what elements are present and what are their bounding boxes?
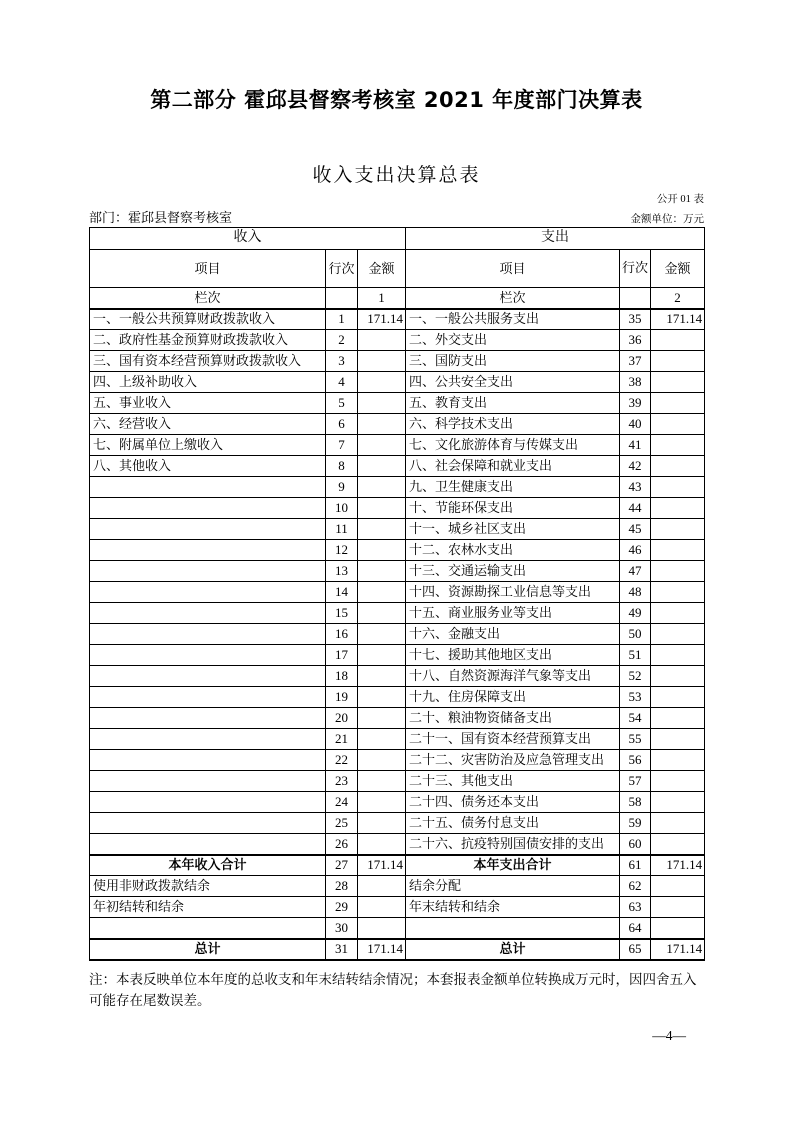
expenditure-amount-cell (651, 351, 705, 372)
expenditure-amount-cell (651, 393, 705, 414)
expenditure-item-cell: 结余分配 (406, 876, 620, 897)
expenditure-amount-cell (651, 771, 705, 792)
income-amount-cell (358, 351, 406, 372)
expenditure-index-line-blank (620, 288, 651, 309)
expenditure-amount-cell (651, 918, 705, 939)
column-index-row (90, 288, 705, 309)
income-amount-cell (358, 582, 406, 603)
expenditure-item-cell: 一、一般公共服务支出 (406, 309, 620, 330)
expenditure-item-cell: 二十四、债务还本支出 (406, 792, 620, 813)
income-line-cell: 31 (326, 939, 358, 960)
income-amount-cell (358, 897, 406, 918)
income-index-line-blank (326, 288, 358, 309)
income-line-cell: 3 (326, 351, 358, 372)
income-amount-cell (358, 750, 406, 771)
income-index-label: 栏次 (90, 288, 326, 309)
expenditure-amount-cell (651, 876, 705, 897)
expenditure-line-cell: 37 (620, 351, 651, 372)
expenditure-item-cell: 二十六、抗疫特别国债安排的支出 (406, 834, 620, 855)
income-line-cell: 12 (326, 540, 358, 561)
table-row (90, 624, 705, 645)
expenditure-amount-header: 金额 (651, 250, 705, 288)
expenditure-line-cell: 49 (620, 603, 651, 624)
expenditure-section-header: 支出 (406, 228, 705, 250)
expenditure-amount-cell: 171.14 (651, 939, 705, 960)
income-amount-cell (358, 687, 406, 708)
income-item-cell (90, 708, 326, 729)
table-row (90, 435, 705, 456)
income-amount-cell (358, 666, 406, 687)
income-item-cell: 三、国有资本经营预算财政拨款收入 (90, 351, 326, 372)
document-title: 第二部分 霍邱县督察考核室 2021 年度部门决算表 (150, 88, 643, 112)
income-item-cell (90, 834, 326, 855)
table-body (90, 309, 705, 960)
income-item-cell (90, 561, 326, 582)
expenditure-line-cell: 48 (620, 582, 651, 603)
expenditure-line-cell: 38 (620, 372, 651, 393)
expenditure-amount-cell (651, 708, 705, 729)
expenditure-line-cell: 52 (620, 666, 651, 687)
table-row (90, 372, 705, 393)
expenditure-amount-cell: 171.14 (651, 309, 705, 330)
expenditure-item-cell: 十一、城乡社区支出 (406, 519, 620, 540)
expenditure-item-cell: 四、公共安全支出 (406, 372, 620, 393)
income-item-cell (90, 729, 326, 750)
income-line-cell: 22 (326, 750, 358, 771)
table-row (90, 792, 705, 813)
income-item-cell: 七、附属单位上缴收入 (90, 435, 326, 456)
income-line-cell: 2 (326, 330, 358, 351)
table-row (90, 498, 705, 519)
expenditure-line-cell: 61 (620, 855, 651, 876)
income-item-cell (90, 813, 326, 834)
expenditure-line-cell: 60 (620, 834, 651, 855)
table-code-label: 公开 01 表 (656, 194, 704, 205)
expenditure-line-cell: 43 (620, 477, 651, 498)
expenditure-item-cell: 七、文化旅游体育与传媒支出 (406, 435, 620, 456)
table-row (90, 351, 705, 372)
expenditure-line-cell: 44 (620, 498, 651, 519)
expenditure-line-cell: 39 (620, 393, 651, 414)
expenditure-item-cell: 十八、自然资源海洋气象等支出 (406, 666, 620, 687)
table-row (90, 771, 705, 792)
income-line-cell: 21 (326, 729, 358, 750)
expenditure-item-cell (406, 918, 620, 939)
income-amount-cell (358, 393, 406, 414)
expenditure-item-cell: 十二、农林水支出 (406, 540, 620, 561)
income-line-cell: 1 (326, 309, 358, 330)
table-row (90, 393, 705, 414)
income-amount-cell (358, 435, 406, 456)
income-item-cell (90, 666, 326, 687)
table-row (90, 540, 705, 561)
income-line-cell: 9 (326, 477, 358, 498)
expenditure-amount-cell (651, 603, 705, 624)
income-amount-cell: 171.14 (358, 309, 406, 330)
income-item-cell (90, 792, 326, 813)
table-row (90, 855, 705, 876)
expenditure-amount-cell (651, 540, 705, 561)
expenditure-line-cell: 45 (620, 519, 651, 540)
expenditure-item-cell: 二十、粮油物资储备支出 (406, 708, 620, 729)
table-row (90, 813, 705, 834)
expenditure-item-cell: 十、节能环保支出 (406, 498, 620, 519)
income-line-cell: 10 (326, 498, 358, 519)
expenditure-line-cell: 63 (620, 897, 651, 918)
section-header-row (90, 228, 705, 250)
income-line-cell: 18 (326, 666, 358, 687)
expenditure-amount-cell (651, 498, 705, 519)
income-amount-cell (358, 771, 406, 792)
expenditure-amount-cell (651, 456, 705, 477)
income-item-header: 项目 (90, 250, 326, 288)
expenditure-line-cell: 42 (620, 456, 651, 477)
expenditure-amount-cell (651, 624, 705, 645)
expenditure-amount-cell (651, 813, 705, 834)
table-row (90, 645, 705, 666)
expenditure-line-cell: 64 (620, 918, 651, 939)
income-item-cell (90, 582, 326, 603)
income-amount-cell (358, 372, 406, 393)
income-line-header: 行次 (326, 250, 358, 288)
expenditure-amount-cell (651, 729, 705, 750)
expenditure-line-cell: 65 (620, 939, 651, 960)
expenditure-item-cell: 三、国防支出 (406, 351, 620, 372)
expenditure-item-cell: 十七、援助其他地区支出 (406, 645, 620, 666)
table-row (90, 414, 705, 435)
income-item-cell (90, 645, 326, 666)
expenditure-line-cell: 56 (620, 750, 651, 771)
expenditure-item-cell: 八、社会保障和就业支出 (406, 456, 620, 477)
table-row (90, 918, 705, 939)
expenditure-index-label: 栏次 (406, 288, 620, 309)
expenditure-item-cell: 二十一、国有资本经营预算支出 (406, 729, 620, 750)
income-item-cell: 二、政府性基金预算财政拨款收入 (90, 330, 326, 351)
expenditure-index-number: 2 (651, 288, 705, 309)
expenditure-amount-cell (651, 687, 705, 708)
expenditure-line-cell: 53 (620, 687, 651, 708)
department-label: 部门：霍邱县督察考核室 (89, 210, 233, 225)
income-section-header: 收入 (90, 228, 406, 250)
table-row (90, 582, 705, 603)
expenditure-item-header: 项目 (406, 250, 620, 288)
expenditure-line-cell: 46 (620, 540, 651, 561)
income-expenditure-table (89, 227, 705, 961)
expenditure-line-cell: 62 (620, 876, 651, 897)
table-row (90, 456, 705, 477)
income-amount-cell (358, 792, 406, 813)
income-line-cell: 4 (326, 372, 358, 393)
expenditure-line-header: 行次 (620, 250, 651, 288)
expenditure-item-cell: 二十三、其他支出 (406, 771, 620, 792)
table-row (90, 519, 705, 540)
expenditure-item-cell: 十六、金融支出 (406, 624, 620, 645)
income-amount-cell (358, 498, 406, 519)
expenditure-item-cell: 年末结转和结余 (406, 897, 620, 918)
expenditure-line-cell: 35 (620, 309, 651, 330)
expenditure-line-cell: 47 (620, 561, 651, 582)
expenditure-line-cell: 36 (620, 330, 651, 351)
expenditure-line-cell: 50 (620, 624, 651, 645)
income-line-cell: 5 (326, 393, 358, 414)
income-line-cell: 11 (326, 519, 358, 540)
income-amount-cell: 171.14 (358, 855, 406, 876)
income-amount-cell (358, 519, 406, 540)
income-item-cell: 八、其他收入 (90, 456, 326, 477)
income-item-cell: 四、上级补助收入 (90, 372, 326, 393)
table-row (90, 666, 705, 687)
income-item-cell (90, 687, 326, 708)
expenditure-line-cell: 41 (620, 435, 651, 456)
income-item-cell (90, 498, 326, 519)
expenditure-line-cell: 57 (620, 771, 651, 792)
table-row (90, 897, 705, 918)
income-amount-cell (358, 561, 406, 582)
table-header (90, 228, 705, 309)
income-amount-cell (358, 834, 406, 855)
income-index-number: 1 (358, 288, 406, 309)
income-amount-header: 金额 (358, 250, 406, 288)
expenditure-item-cell: 二十五、债务付息支出 (406, 813, 620, 834)
table-note: 注：本表反映单位本年度的总收支和年末结转结余情况；本套报表金额单位转换成万元时，因四舍五入可能存在尾数误差。 (89, 971, 697, 1009)
income-amount-cell (358, 624, 406, 645)
expenditure-item-cell: 十五、商业服务业等支出 (406, 603, 620, 624)
table-row (90, 561, 705, 582)
content-area (89, 191, 704, 1044)
income-line-cell: 8 (326, 456, 358, 477)
expenditure-amount-cell (651, 414, 705, 435)
income-item-cell (90, 918, 326, 939)
income-item-cell (90, 519, 326, 540)
income-line-cell: 25 (326, 813, 358, 834)
income-item-cell (90, 540, 326, 561)
income-amount-cell (358, 330, 406, 351)
income-amount-cell (358, 645, 406, 666)
income-item-cell (90, 603, 326, 624)
income-line-cell: 28 (326, 876, 358, 897)
table-row (90, 330, 705, 351)
table-row (90, 834, 705, 855)
income-line-cell: 7 (326, 435, 358, 456)
income-line-cell: 29 (326, 897, 358, 918)
expenditure-line-cell: 54 (620, 708, 651, 729)
table-row (90, 477, 705, 498)
income-item-cell (90, 477, 326, 498)
income-line-cell: 13 (326, 561, 358, 582)
income-item-cell: 六、经营收入 (90, 414, 326, 435)
expenditure-item-cell: 二十二、灾害防治及应急管理支出 (406, 750, 620, 771)
expenditure-amount-cell: 171.14 (651, 855, 705, 876)
income-line-cell: 14 (326, 582, 358, 603)
expenditure-amount-cell (651, 582, 705, 603)
income-amount-cell (358, 477, 406, 498)
income-line-cell: 24 (326, 792, 358, 813)
expenditure-amount-cell (651, 477, 705, 498)
expenditure-amount-cell (651, 834, 705, 855)
income-line-cell: 6 (326, 414, 358, 435)
expenditure-item-cell: 十九、住房保障支出 (406, 687, 620, 708)
income-line-cell: 15 (326, 603, 358, 624)
table-row (90, 876, 705, 897)
income-line-cell: 27 (326, 855, 358, 876)
expenditure-amount-cell (651, 519, 705, 540)
income-item-cell: 五、事业收入 (90, 393, 326, 414)
income-item-cell (90, 771, 326, 792)
expenditure-item-cell: 五、教育支出 (406, 393, 620, 414)
income-line-cell: 23 (326, 771, 358, 792)
table-row (90, 729, 705, 750)
income-amount-cell (358, 813, 406, 834)
income-amount-cell (358, 918, 406, 939)
expenditure-line-cell: 51 (620, 645, 651, 666)
expenditure-item-cell: 六、科学技术支出 (406, 414, 620, 435)
income-line-cell: 20 (326, 708, 358, 729)
column-header-row (90, 250, 705, 288)
table-row (90, 750, 705, 771)
income-item-cell (90, 750, 326, 771)
income-line-cell: 16 (326, 624, 358, 645)
income-line-cell: 19 (326, 687, 358, 708)
expenditure-amount-cell (651, 330, 705, 351)
income-amount-cell (358, 414, 406, 435)
expenditure-amount-cell (651, 750, 705, 771)
income-amount-cell (358, 876, 406, 897)
income-item-cell: 一、一般公共预算财政拨款收入 (90, 309, 326, 330)
expenditure-amount-cell (651, 372, 705, 393)
income-amount-cell (358, 456, 406, 477)
income-item-cell (90, 624, 326, 645)
income-line-cell: 26 (326, 834, 358, 855)
expenditure-item-cell: 九、卫生健康支出 (406, 477, 620, 498)
table-row (90, 309, 705, 330)
table-row (90, 939, 705, 960)
expenditure-amount-cell (651, 561, 705, 582)
income-item-cell: 本年收入合计 (90, 855, 326, 876)
expenditure-line-cell: 40 (620, 414, 651, 435)
income-amount-cell (358, 540, 406, 561)
income-amount-cell: 171.14 (358, 939, 406, 960)
income-amount-cell (358, 729, 406, 750)
expenditure-amount-cell (651, 897, 705, 918)
expenditure-line-cell: 58 (620, 792, 651, 813)
income-item-cell: 总计 (90, 939, 326, 960)
income-line-cell: 17 (326, 645, 358, 666)
expenditure-line-cell: 59 (620, 813, 651, 834)
income-item-cell: 使用非财政拨款结余 (90, 876, 326, 897)
table-meta-row (89, 207, 704, 226)
amount-unit-label: 金额单位：万元 (630, 214, 704, 225)
expenditure-item-cell: 二、外交支出 (406, 330, 620, 351)
income-amount-cell (358, 708, 406, 729)
income-amount-cell (358, 603, 406, 624)
expenditure-amount-cell (651, 666, 705, 687)
expenditure-amount-cell (651, 645, 705, 666)
expenditure-item-cell: 十三、交通运输支出 (406, 561, 620, 582)
table-row (90, 603, 705, 624)
expenditure-item-cell: 十四、资源勘探工业信息等支出 (406, 582, 620, 603)
expenditure-item-cell: 总计 (406, 939, 620, 960)
expenditure-line-cell: 55 (620, 729, 651, 750)
table-title: 收入支出决算总表 (312, 165, 481, 186)
expenditure-amount-cell (651, 792, 705, 813)
expenditure-item-cell: 本年支出合计 (406, 855, 620, 876)
income-line-cell: 30 (326, 918, 358, 939)
income-item-cell: 年初结转和结余 (90, 897, 326, 918)
expenditure-amount-cell (651, 435, 705, 456)
table-row (90, 708, 705, 729)
page-number: —4— (652, 1028, 686, 1044)
table-row (90, 687, 705, 708)
